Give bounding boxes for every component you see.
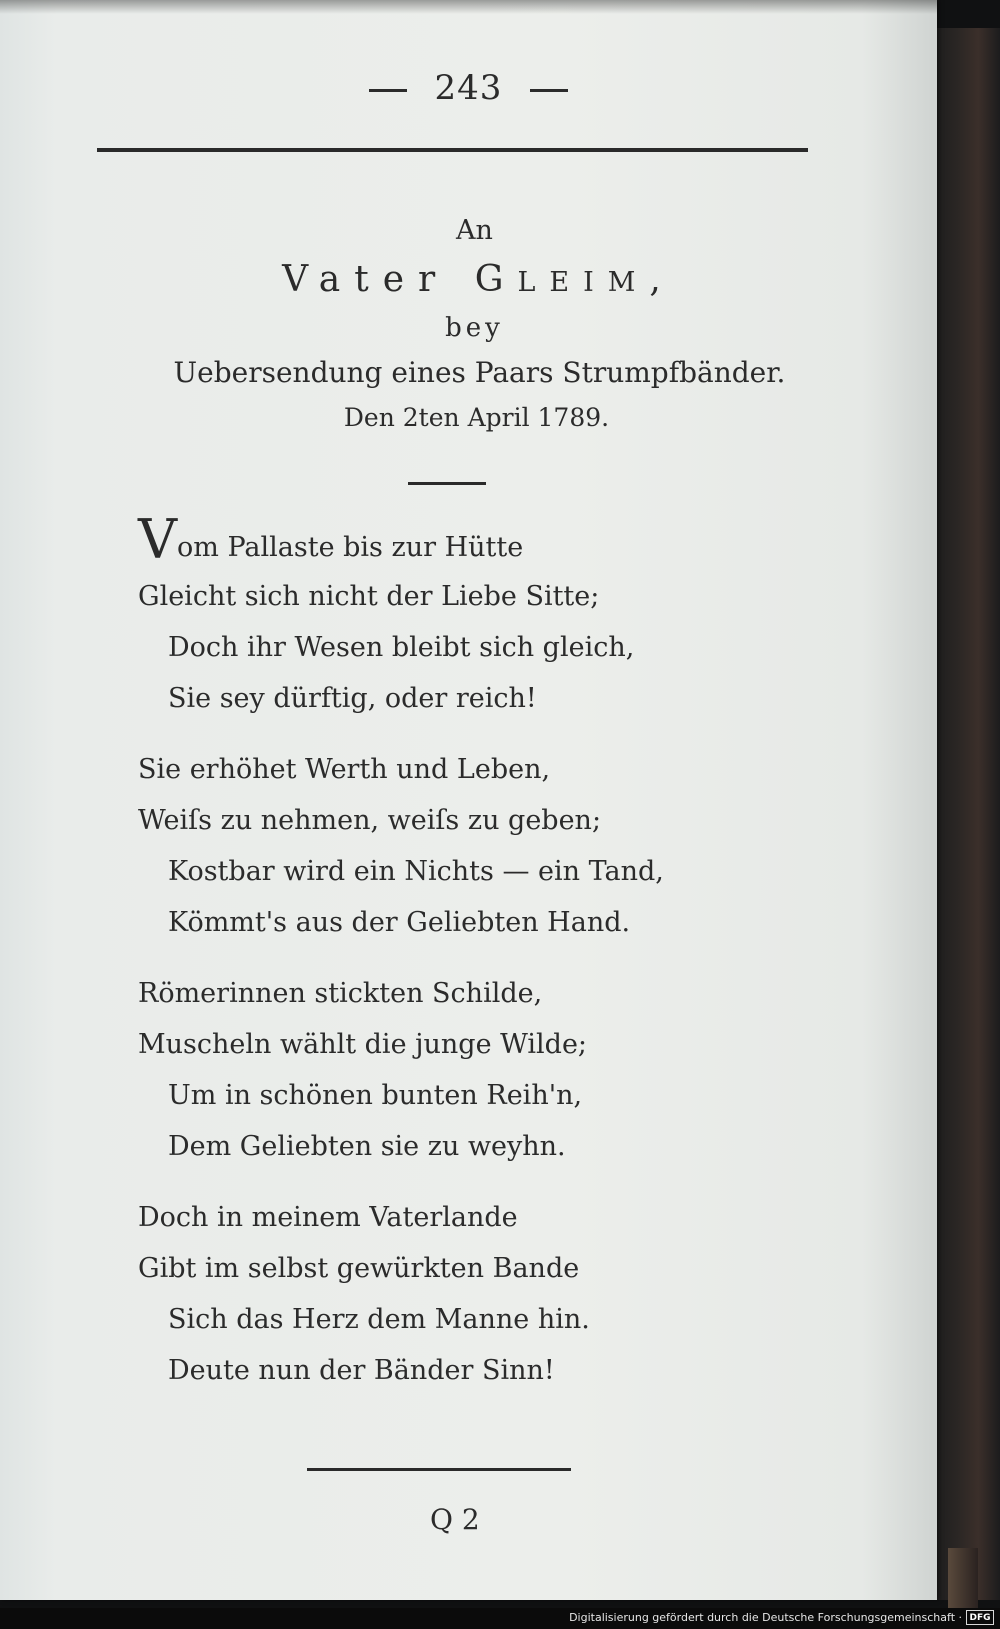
book-binding-edge — [928, 28, 1000, 1600]
title-an: An — [456, 215, 493, 246]
poem-line: Um in schönen bunten Reih'n, — [168, 1080, 583, 1111]
title-name-rest: LEIM — [517, 267, 650, 298]
poem-title-block — [0, 210, 937, 438]
stanza-4 — [138, 1192, 838, 1396]
poem-line: Weiſs zu nehmen, weiſs zu geben; — [138, 805, 602, 836]
poem-line: Römerinnen stickten Schilde, — [138, 978, 543, 1009]
stanza-1 — [138, 508, 838, 724]
poem-line: Doch in meinem Vaterlande — [138, 1202, 518, 1233]
poem-line: Gibt im selbst gewürkten Bande — [138, 1253, 580, 1284]
poem-line: Sie sey dürftig, oder reich! — [168, 683, 537, 714]
poem-line: Kömmt's aus der Geliebten Hand. — [168, 907, 631, 938]
poem-line: Deute nun der Bänder Sinn! — [168, 1355, 555, 1386]
title-dedicatee — [20, 252, 937, 308]
header-dash-left — [369, 89, 407, 92]
page-number-header — [0, 68, 937, 108]
spine-mark — [948, 1548, 978, 1608]
title-name-punct: , — [649, 259, 675, 300]
title-name-first: Vater — [282, 259, 450, 300]
stanza-2 — [138, 744, 838, 948]
poem-body — [138, 508, 838, 1416]
title-date: Den 2ten April 1789. — [343, 403, 610, 432]
stanza-3 — [138, 968, 838, 1172]
poem-line: Muscheln wählt die junge Wilde; — [138, 1029, 588, 1060]
printer-signature-mark: Q 2 — [430, 1503, 480, 1536]
title-occasion: Uebersendung eines Paars Strumpfbänder. — [173, 356, 786, 389]
poem-line: Sich das Herz dem Manne hin. — [168, 1304, 590, 1335]
closing-rule — [307, 1468, 571, 1471]
poem-line: Doch ihr Wesen bleibt sich gleich, — [168, 632, 635, 663]
header-dash-right — [530, 89, 568, 92]
poem-line: Dem Geliebten sie zu weyhn. — [168, 1131, 566, 1162]
poem-line: Gleicht sich nicht der Liebe Sitte; — [138, 581, 600, 612]
drop-cap: V — [138, 508, 177, 571]
title-name-initial: G — [474, 259, 518, 300]
poem-line-text: om Pallaste bis zur Hütte — [177, 532, 524, 563]
page-top-shadow — [0, 0, 937, 14]
dfg-logo-icon: DFG — [966, 1610, 994, 1625]
digitization-footer — [0, 1608, 1000, 1629]
poem-line — [138, 508, 838, 571]
poem-line: Sie erhöhet Werth und Leben, — [138, 754, 551, 785]
title-bey: bey — [445, 313, 504, 343]
funding-credit: Digitalisierung gefördert durch die Deutsche Forschungsgemeinschaft · — [569, 1611, 962, 1624]
title-rule — [408, 482, 486, 485]
header-rule — [97, 148, 808, 152]
page-number: 243 — [434, 68, 503, 108]
poem-line: Kostbar wird ein Nichts — ein Tand, — [168, 856, 664, 887]
